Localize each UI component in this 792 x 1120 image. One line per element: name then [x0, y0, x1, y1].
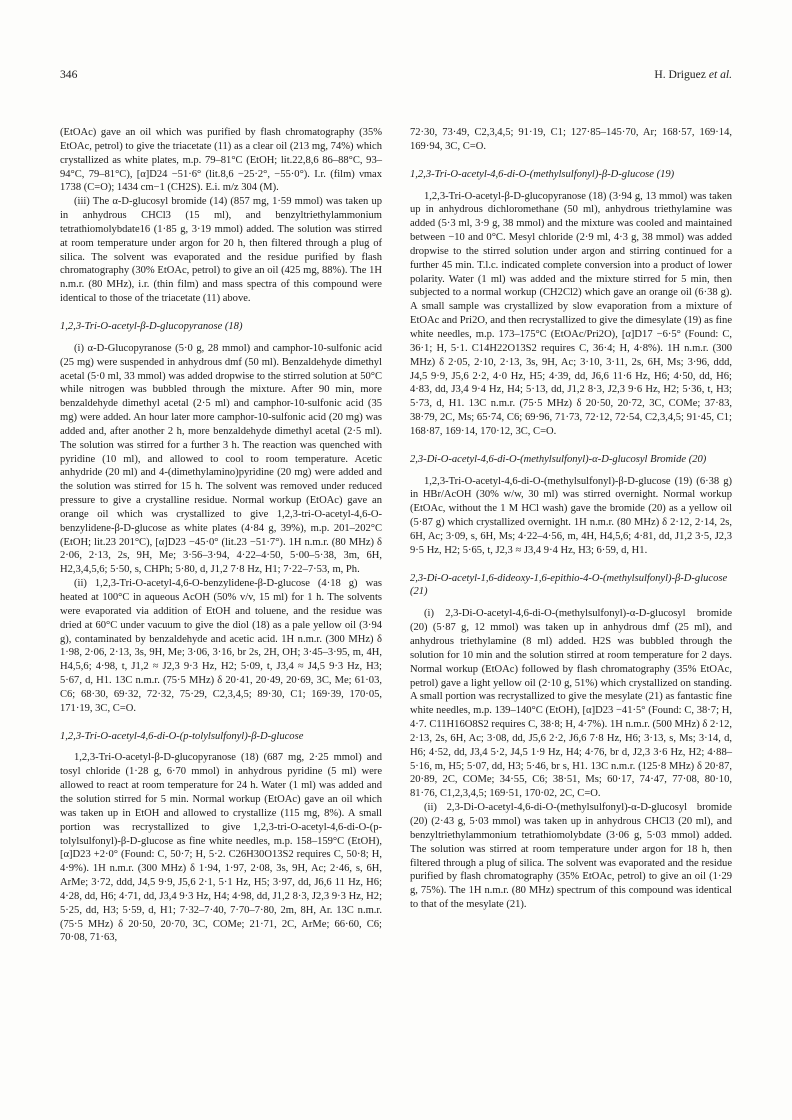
body-paragraph: 72·30, 73·49, C2,3,4,5; 91·19, C1; 127·85–145·70, Ar; 168·57, 169·14, 169·94, 3C, C=O.: [410, 127, 732, 152]
section-heading: 2,3-Di-O-acetyl-4,6-di-O-(methylsulfonyl)-α-D-glucosyl Bromide (20): [410, 453, 707, 465]
left-column: [60, 126, 382, 945]
body-paragraph: (ii) 2,3-Di-O-acetyl-4,6-di-O-(methylsulfonyl)-α-D-glucosyl bromide (20) (2·43 g, 5·03 mmol) was taken up in anhydrous CHCl3 (20 ml), and benzyltriethylammonium tetrathiomolybdate (3·06 g, 5·03 mmol) added. The solution was stirred at room temperature under argon for 18 h, then filtered through a plug of silica. The solvent was evaporated and the residue purified by flash chromatography (35% EtOAc, petrol) to give an oil (1·29 g, 75%). The 1H n.m.r. (80 MHz) spectrum of this compound was identical to that of the mesylate (21).: [410, 802, 732, 911]
right-column: [410, 126, 732, 912]
section-heading: 1,2,3-Tri-O-acetyl-4,6-di-O-(methylsulfonyl)-β-D-glucose (19): [410, 168, 675, 180]
section-heading: 1,2,3-Tri-O-acetyl-4,6-di-O-(p-tolylsulfonyl)-β-D-glucose: [60, 730, 304, 742]
body-paragraph: (EtOAc) gave an oil which was purified by flash chromatography (35% EtOAc, petrol) to give the triacetate (11) as a clear oil (213 mg, 74%) which crystallized as white plates, m.p. 79–81°C (EtOH; lit.22,8,6 86–88°C, 93–94°C, 79–81°C), [α]D24 −51·6° (lit.8,6 −25·2°, −55·0°). I.r. (film) νmax 1738 (C=O); 1434 cm−1 (CH2S). E.i. m/z 304 (M).: [60, 127, 382, 194]
running-head: [654, 68, 732, 81]
body-paragraph: (ii) 1,2,3-Tri-O-acetyl-4,6-O-benzylidene-β-D-glucose (4·18 g) was heated at 100°C in aqueous AcOH (50% v/v, 15 ml) for 1 h. The solvents were evaporated via addition of EtOH and toluene, and the residue was dried at 60°C under vacuum to give the diol (18) as a pale yellow oil (3·94 g), contaminated by benzaldehyde and acetic acid. 1H n.m.r. (300 MHz) δ 1·98, 2·06, 2·13, 3s, 9H, Me; 3·06, 3·16, br 2s, 2H, OH; 3·45–3·95, m, 4H, H4,5,6; 4·98, t, J1,2 ≈ J2,3 9·3 Hz, H2; 5·09, t, J3,4 ≈ J4,5 9·3 Hz, H3; 5·67, d, H1. 13C n.m.r. (75·5 MHz) δ 20·41, 20·49, 20·69, 3C, Me; 61·03, C6; 68·30, 69·32, 72·32, 75·29, C2,3,4,5; 89·30, C1; 169·39, 170·05, 171·19, 3C, C=O.: [60, 578, 382, 714]
body-paragraph: 1,2,3-Tri-O-acetyl-β-D-glucopyranose (18) (687 mg, 2·25 mmol) and tosyl chloride (1·28 g, 6·70 mmol) in anhydrous pyridine (5 ml) were allowed to react at room temperature for 24 h. Water (1 ml) was added and the solution stirred for 5 min. Normal workup (EtOAc) gave an oil which was taken up in EtOH and allowed to crystallize (115 mg, 8%). A small portion was recrystallized to give 1,2,3-tri-O-acetyl-4,6-di-O-(p-tolylsulfonyl)-β-D-glucose as fine white needles, m.p. 158–159°C (EtOH), [α]D23 +2·0° (Found: C, 50·7; H, 5·2. C26H30O13S2 requires C, 50·8; H, 4·9%). 1H n.m.r. (300 MHz) δ 1·94, 1·97, 2·08, 3s, 9H, Ac; 2·46, s, 6H, ArMe; 3·72, ddd, J4,5 9·9, J5,6 2·1, 5·1 Hz, H5; 3·97, dd, J6,6 11 Hz, H6; 4·28, dd, H6; 4·71, dd, J3,4 9·3 Hz, H4; 4·98, dd, J1,2 8·3, J2,3 9·3 Hz, H2; 5·25, dd, H3; 5·59, d, H1; 7·32–7·40, 7·70–7·80, 2m, 8H, Ar. 13C n.m.r. (75·5 MHz) δ 20·50, 20·70, 3C, COMe; 21·71, 2C, ArMe; 66·60, C6; 70·08, 71·63,: [60, 752, 382, 944]
section-heading: 2,3-Di-O-acetyl-1,6-dideoxy-1,6-epithio-4-O-(methylsulfonyl)-β-D-glucose (21): [410, 572, 728, 598]
body-paragraph: 1,2,3-Tri-O-acetyl-4,6-di-O-(methylsulfonyl)-β-D-glucose (19) (6·38 g) in HBr/AcOH (30% w/w, 30 ml) was stirred overnight. Normal workup (EtOAc, without the 1 M HCl wash) gave the bromide (20) as a yellow oil (5·87 g) which crystallized overnight. 1H n.m.r. (80 MHz) δ 2·12, 2·14, 2s, 6H, Ac; 3·09, s, 6H, Ms; 4·22–4·56, m, 4H, H4,5,6; 4·81, dd, J1,2 3·5, J2,3 9·5 Hz, H2; 5·65, t, J2,3 ≈ J3,4 9·4 Hz, H3; 6·59, d, H1.: [410, 475, 732, 556]
body-paragraph: (i) α-D-Glucopyranose (5·0 g, 28 mmol) and camphor-10-sulfonic acid (25 mg) were suspended in anhydrous dmf (50 ml). Benzaldehyde dimethyl acetal (5·0 ml, 33 mmol) was added dropwise to the stirred solution at 50°C while nitrogen was bubbled through the mixture. After 90 min, more benzaldehyde dimethyl acetal (2·5 ml) and camphor-10-sulfonic acid (35 mg) were added. An hour later more camphor-10-sulfonic acid (20 mg) was added and, after another 2 h, more benzaldehyde dimethyl acetal (2·5 ml). The solution was stirred for a further 3 h. The reaction was quenched with pyridine (10 ml), and allowed to cool to room temperature. Acetic anhydride (20 ml) and 4-(dimethylamino)pyridine (20 mg) were added and the solution was stirred for 15 h. The solvent was removed under reduced pressure to give a crystalline residue. Normal workup (EtOAc) gave an orange oil which was crystallized to give 1,2,3-tri-O-acetyl-4,6-O-benzylidene-β-D-glucose as white plates (4·84 g, 39%), m.p. 201–202°C (EtOH; lit.23 201°C), [α]D23 −45·0° (lit.23 −51·7°). 1H n.m.r. (80 MHz) δ 2·06, 2·13, 2s, 9H, Me; 3·56–3·94, 4·22–4·50, 5·00–5·38, 3m, 6H, H2,3,4,5,6; 5·50, s, CHPh; 5·80, d, J1,2 7·8 Hz, H1; 7·22–7·53, m, Ph.: [60, 342, 382, 576]
body-paragraph: (i) 2,3-Di-O-acetyl-4,6-di-O-(methylsulfonyl)-α-D-glucosyl bromide (20) (5·87 g, 12 mmol) was taken up in anhydrous dmf (25 ml), and anhydrous triethylamine (8 ml) added. H2S was bubbled through the solution for 10 min and the solution stirred at room temperature for 2 days. Normal workup (EtOAc) followed by flash chromatography (35% EtOAc, petrol) gave a light yellow oil (2·10 g, 51%) which crystallized on standing. A small portion was recrystallized to give the mesylate (21) as fantastic fine white needles, m.p. 139–140°C (EtOH), [α]D23 −41·5° (Found: C, 38·7; H, 4·7. C11H16O8S2 requires C, 38·8; H, 4·7%). 1H n.m.r. (500 MHz) δ 2·12, 2·13, 2s, 6H, Ac; 3·08, dd, J5,6 2·2, J6,6 7·8 Hz, H6; 3·13, s, Ms; 3·14, d, H6; 4·52, dd, J3,4 5·2, J4,5 1·9 Hz, H4; 4·76, br d, J2,3 3·6 Hz, H2; 4·88–5·16, m, H5; 5·07, dd, H3; 5·46, br s, H1. 13C n.m.r. (125·8 MHz) δ 20·87, 20·89, 2C, COMe; 34·55, C6; 38·51, Ms; 60·17, 74·47, 77·08, 80·10, 81·76, C1,2,3,4,5; 169·51, 170·02, 2C, C=O.: [410, 608, 732, 800]
section-heading: 1,2,3-Tri-O-acetyl-β-D-glucopyranose (18): [60, 320, 243, 332]
running-head-etal: et al.: [708, 68, 732, 81]
page-header: [60, 68, 732, 88]
page-number: 346: [60, 68, 78, 81]
body-paragraph: 1,2,3-Tri-O-acetyl-β-D-glucopyranose (18) (3·94 g, 13 mmol) was taken up in anhydrous dichloromethane (50 ml), anhydrous triethylamine was added (5·3 ml, 3·9 g, 38 mmol) and the mixture was cooled and maintained between −10 and 0°C. Mesyl chloride (2·9 ml, 4·3 g, 38 mmol) was added dropwise to the stirred solution under argon and stirring continued for a further 45 min. T.l.c. indicated complete conversion into a product of lower polarity. Water (1 ml) was added and the mixture stirred for 5 min, then subjected to a normal workup (CH2Cl2) which gave an orange oil (6·38 g). A small sample was crystallized by slow evaporation from a mixture of EtOAc and Pri2O, and then recrystallized to give the dimesylate (19) as fine white needles, m.p. 173–175°C (EtOAc/Pri2O), [α]D17 −6·5° (Found: C, 36·1; H, 5·1. C14H22O13S2 requires C, 36·4; H, 4·8%). 1H n.m.r. (300 MHz) δ 2·05, 2·10, 2·13, 3s, 9H, Ac; 3·10, 3·11, 2s, 6H, Ms; 3·96, ddd, J4,5 9·9, J5,6 2·2, 4·0 Hz, H5; 4·39, dd, J6,6 11·6 Hz, H6; 4·50, dd, H6; 4·83, dd, J3,4 9·4 Hz, H4; 5·13, dd, J1,2 8·3, J2,3 9·6 Hz, H2; 5·36, t, H3; 5·73, d, H1. 13C n.m.r. (75·5 MHz) δ 20·50, 20·72, 3C, COMe; 37·83, 38·79, 2C, Ms; 65·74, C6; 69·96, 71·73, 72·12, 72·54, C2,3,4,5; 91·45, C1; 168·87, 169·14, 170·12, 3C, C=O.: [410, 190, 732, 437]
running-head-authors: H. Driguez: [654, 68, 709, 81]
body-paragraph: (iii) The α-D-glucosyl bromide (14) (857 mg, 1·59 mmol) was taken up in anhydrous CHCl3 (15 ml), and benzyltriethylammonium tetrathiomolybdate16 (1·85 g, 3·19 mmol) added. The solution was stirred at room temperature under argon for 20 h, then filtered through a plug of silica. The solvent was evaporated and the residue purified by flash chromatography (30% EtOAc, petrol) to give an oil (425 mg, 88%). The 1H n.m.r. (80 MHz), i.r. (thin film) and mass spectra of this compound were identical to those of the triacetate (11) above.: [60, 196, 382, 305]
